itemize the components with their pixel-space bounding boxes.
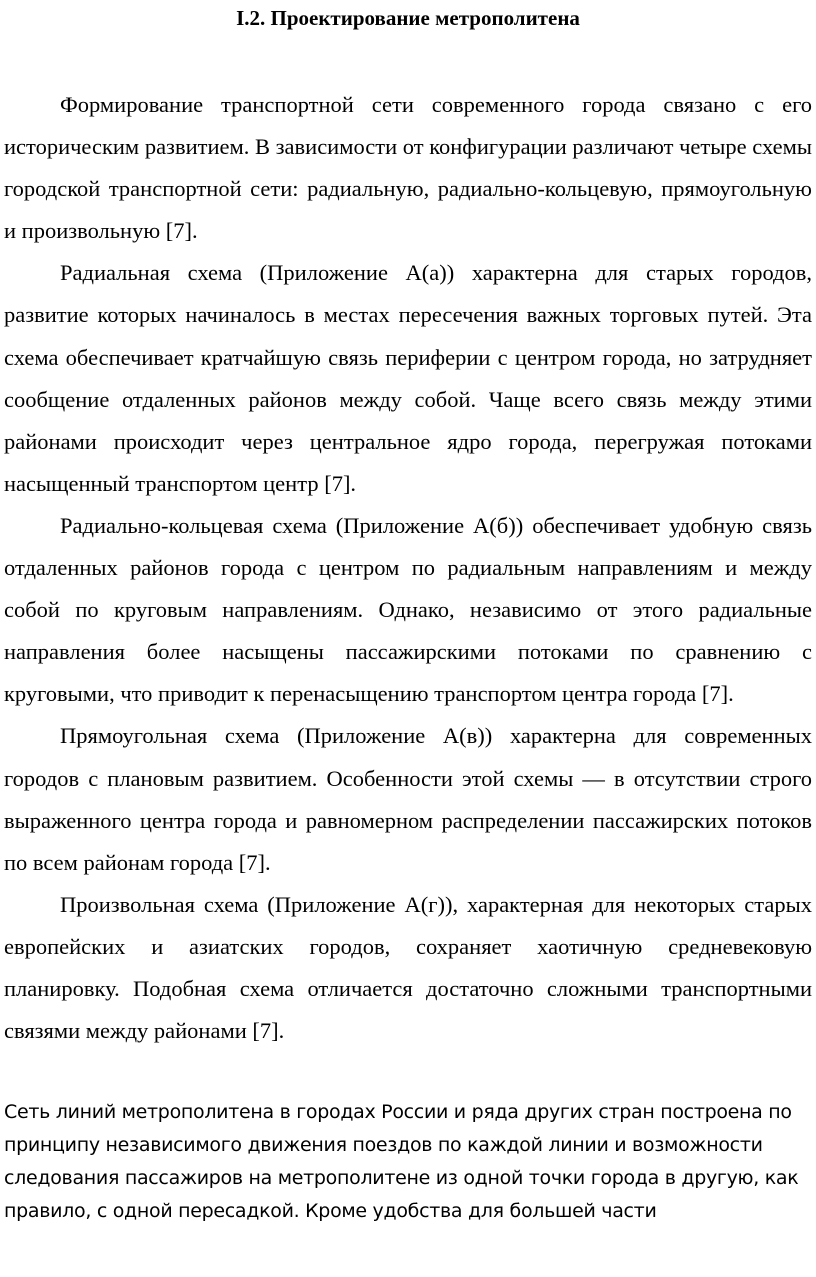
paragraph-transport-network: Формирование транспортной сети современного города связано с его историческим развитием. В зависимости от конфигурации различают четыре схемы городской транспортной сети: радиальную, радиально-кольцевую, прямоугольную и произвольную [7]. (4, 92, 812, 244)
paragraph-radial-ring-scheme: Радиально-кольцевая схема (Приложение А(б)) обеспечивает удобную связь отдаленных районов города с центром по радиальным направлениям и между собой по круговым направлениям. Однако, независимо от этого радиальные направления более насыщены пассажирскими потоками по сравнению с круговыми, что приводит к перенасыщению транспортом центра города [7]. (4, 512, 812, 707)
section-title: I.2. Проектирование метрополитена (236, 6, 580, 30)
document-body (4, 84, 812, 1052)
paragraph-arbitrary-scheme: Произвольная схема (Приложение А(г)), характерная для некоторых старых европейских и азиатских городов, сохраняет хаотичную средневековую планировку. Подобная схема отличается достаточно сложными транспортными связями между районами [7]. (4, 891, 812, 1044)
paragraph-rectangular-scheme: Прямоугольная схема (Приложение А(в)) характерна для современных городов с плановым развитием. Особенности этой схемы — в отсутствии строго выраженного центра города и равномерном распределении пассажирских потоков по всем районам города [7]. (4, 723, 812, 875)
paragraph-metro-network: Сеть линий метрополитена в городах России и ряда других стран построена по принципу независимого движения поездов по каждой линии и возможности следования пассажиров на метрополитене из одной точки города в другую, как правило, с одной пересадкой. Кроме удобства для большей части (4, 1101, 799, 1222)
paragraph-radial-scheme: Радиальная схема (Приложение А(а)) характерна для старых городов, развитие которых начиналось в местах пересечения важных торговых путей. Эта схема обеспечивает кратчайшую связь периферии с центром города, но затрудняет сообщение отдаленных районов между собой. Чаще всего связь между этими районами происходит через центральное ядро города, перегружая потоками насыщенный транспортом центр [7]. (4, 260, 812, 496)
